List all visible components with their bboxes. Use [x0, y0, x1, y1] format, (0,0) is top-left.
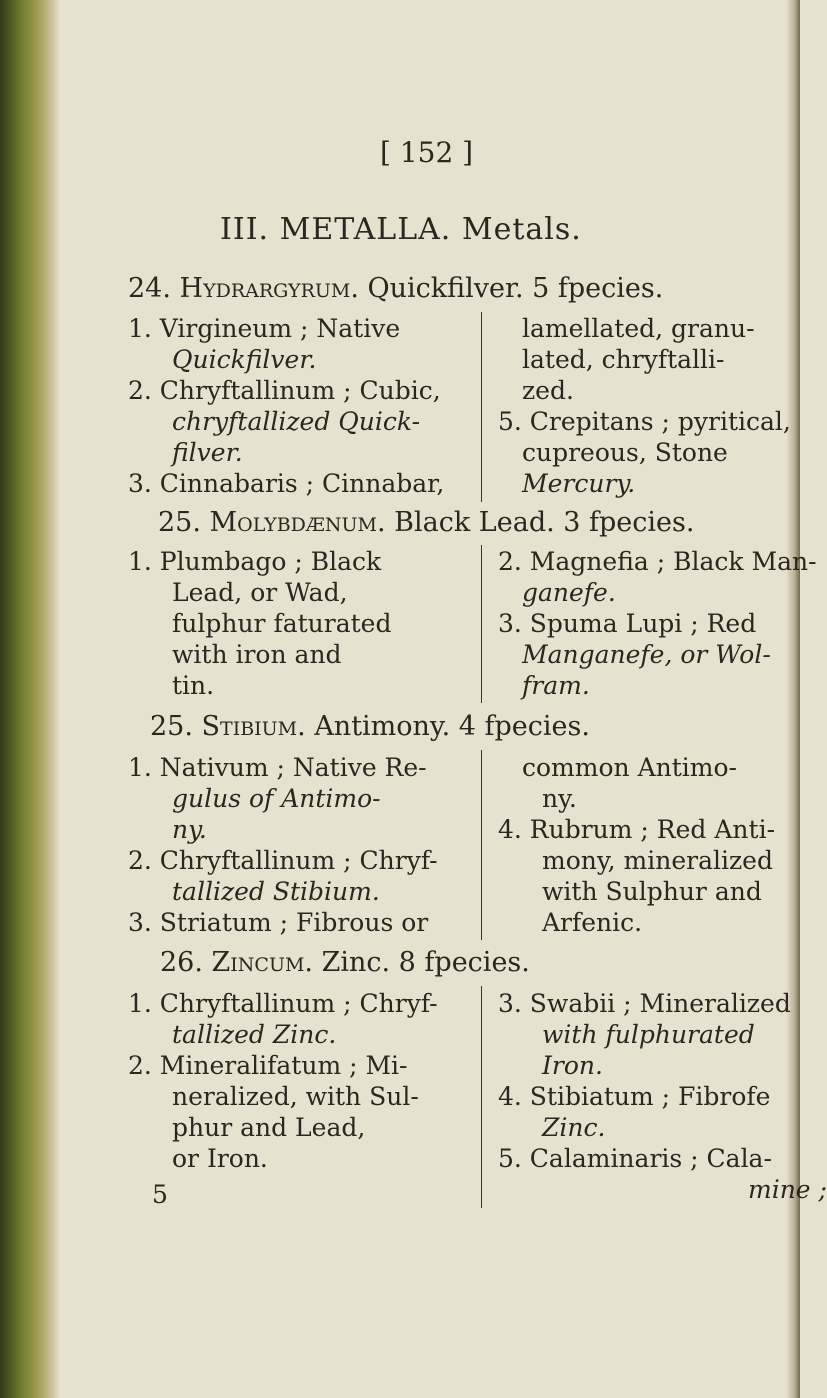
- section-molybdaenum-left-column: [128, 546, 391, 701]
- entry-line: tin.: [172, 671, 215, 700]
- genus-name: 24. Hydrargyrum.: [128, 273, 359, 304]
- entry-line: 3. Swabii ; Mineralized: [498, 989, 791, 1018]
- entry-line: filver.: [172, 438, 243, 467]
- section-hydrargyrum-heading: [128, 274, 663, 304]
- entry-line: with Sulphur and: [542, 877, 762, 906]
- entry-line: with fulphurated: [542, 1020, 755, 1049]
- section-stibium-right-column: [498, 752, 775, 938]
- entry-line: Manganefe, or Wol-: [522, 640, 771, 669]
- entry-line: zed.: [522, 376, 574, 405]
- book-binding-edge: [0, 0, 60, 1398]
- section-molybdaenum-right-column: [498, 546, 817, 701]
- section-hydrargyrum-left-column: [128, 313, 444, 499]
- entry-line: tallized Stibium.: [172, 877, 380, 906]
- signature-mark: 5: [152, 1180, 168, 1209]
- entry-line: 3. Spuma Lupi ; Red: [498, 609, 757, 638]
- entry-line: 3. Striatum ; Fibrous or: [128, 908, 429, 937]
- entry-line: or Iron.: [172, 1144, 268, 1173]
- genus-name: 26. Zincum.: [160, 947, 313, 978]
- entry-line: 5. Crepitans ; pyritical,: [498, 407, 791, 436]
- entry-line: ny.: [172, 815, 207, 844]
- entry-line: Zinc.: [542, 1113, 606, 1142]
- entry-line: 1. Nativum ; Native Re-: [128, 753, 427, 782]
- section-zincum-heading: [160, 948, 530, 978]
- page-title: III. METALLA. Metals.: [220, 212, 582, 247]
- entry-line: Arfenic.: [542, 908, 643, 937]
- entry-line: chryftallized Quick-: [172, 407, 421, 436]
- entry-line: Quickfilver.: [172, 345, 317, 374]
- entry-line: lated, chryftalli-: [522, 345, 725, 374]
- genus-common-name: Black Lead. 3 fpecies.: [394, 507, 695, 538]
- section-zincum-left-column: [128, 988, 438, 1174]
- column-divider: [481, 545, 482, 703]
- entry-line: 3. Cinnabaris ; Cinnabar,: [128, 469, 445, 498]
- book-page: [70, 0, 827, 1398]
- section-zincum-right-column: [498, 988, 827, 1205]
- entry-line: gulus of Antimo-: [172, 784, 381, 813]
- entry-line: fulphur faturated: [172, 609, 392, 638]
- entry-line: 5. Calaminaris ; Cala-: [498, 1144, 772, 1173]
- genus-common-name: Antimony. 4 fpecies.: [314, 711, 590, 742]
- genus-name: 25. Stibium.: [150, 711, 306, 742]
- column-divider: [481, 312, 482, 502]
- entry-line: ganefe.: [522, 578, 616, 607]
- entry-line: 2. Chryftallinum ; Cubic,: [128, 376, 441, 405]
- entry-line: lamellated, granu-: [522, 314, 755, 343]
- genus-common-name: Quickfilver. 5 fpecies.: [367, 273, 664, 304]
- entry-line: tallized Zinc.: [172, 1020, 337, 1049]
- entry-line: common Antimo-: [522, 753, 737, 782]
- entry-line: mony, mineralized: [542, 846, 773, 875]
- entry-line: Mercury.: [522, 469, 636, 498]
- genus-name: 25. Molybdænum.: [158, 507, 386, 538]
- section-hydrargyrum-right-column: [498, 313, 791, 499]
- entry-line: 4. Stibiatum ; Fibrofe: [498, 1082, 771, 1111]
- entry-line: ny.: [542, 784, 577, 813]
- section-stibium-left-column: [128, 752, 438, 938]
- entry-line: mine ;: [748, 1175, 827, 1204]
- entry-line: 4. Rubrum ; Red Anti-: [498, 815, 776, 844]
- genus-common-name: Zinc. 8 fpecies.: [321, 947, 530, 978]
- entry-line: phur and Lead,: [172, 1113, 366, 1142]
- entry-line: 2. Mineralifatum ; Mi-: [128, 1051, 408, 1080]
- entry-line: Lead, or Wad,: [172, 578, 348, 607]
- section-stibium-heading: [150, 712, 590, 742]
- column-divider: [481, 750, 482, 940]
- entry-line: 2. Magnefia ; Black Man-: [498, 547, 817, 576]
- entry-line: 1. Chryftallinum ; Chryf-: [128, 989, 438, 1018]
- entry-line: 1. Virgineum ; Native: [128, 314, 401, 343]
- column-divider: [481, 986, 482, 1208]
- page-number: [ 152 ]: [380, 136, 474, 169]
- entry-line: neralized, with Sul-: [172, 1082, 419, 1111]
- entry-line: cupreous, Stone: [522, 438, 728, 467]
- entry-line: 2. Chryftallinum ; Chryf-: [128, 846, 438, 875]
- entry-line: Iron.: [542, 1051, 603, 1080]
- entry-line: 1. Plumbago ; Black: [128, 547, 382, 576]
- entry-line: with iron and: [172, 640, 342, 669]
- entry-line: fram.: [522, 671, 590, 700]
- section-molybdaenum-heading: [158, 508, 694, 538]
